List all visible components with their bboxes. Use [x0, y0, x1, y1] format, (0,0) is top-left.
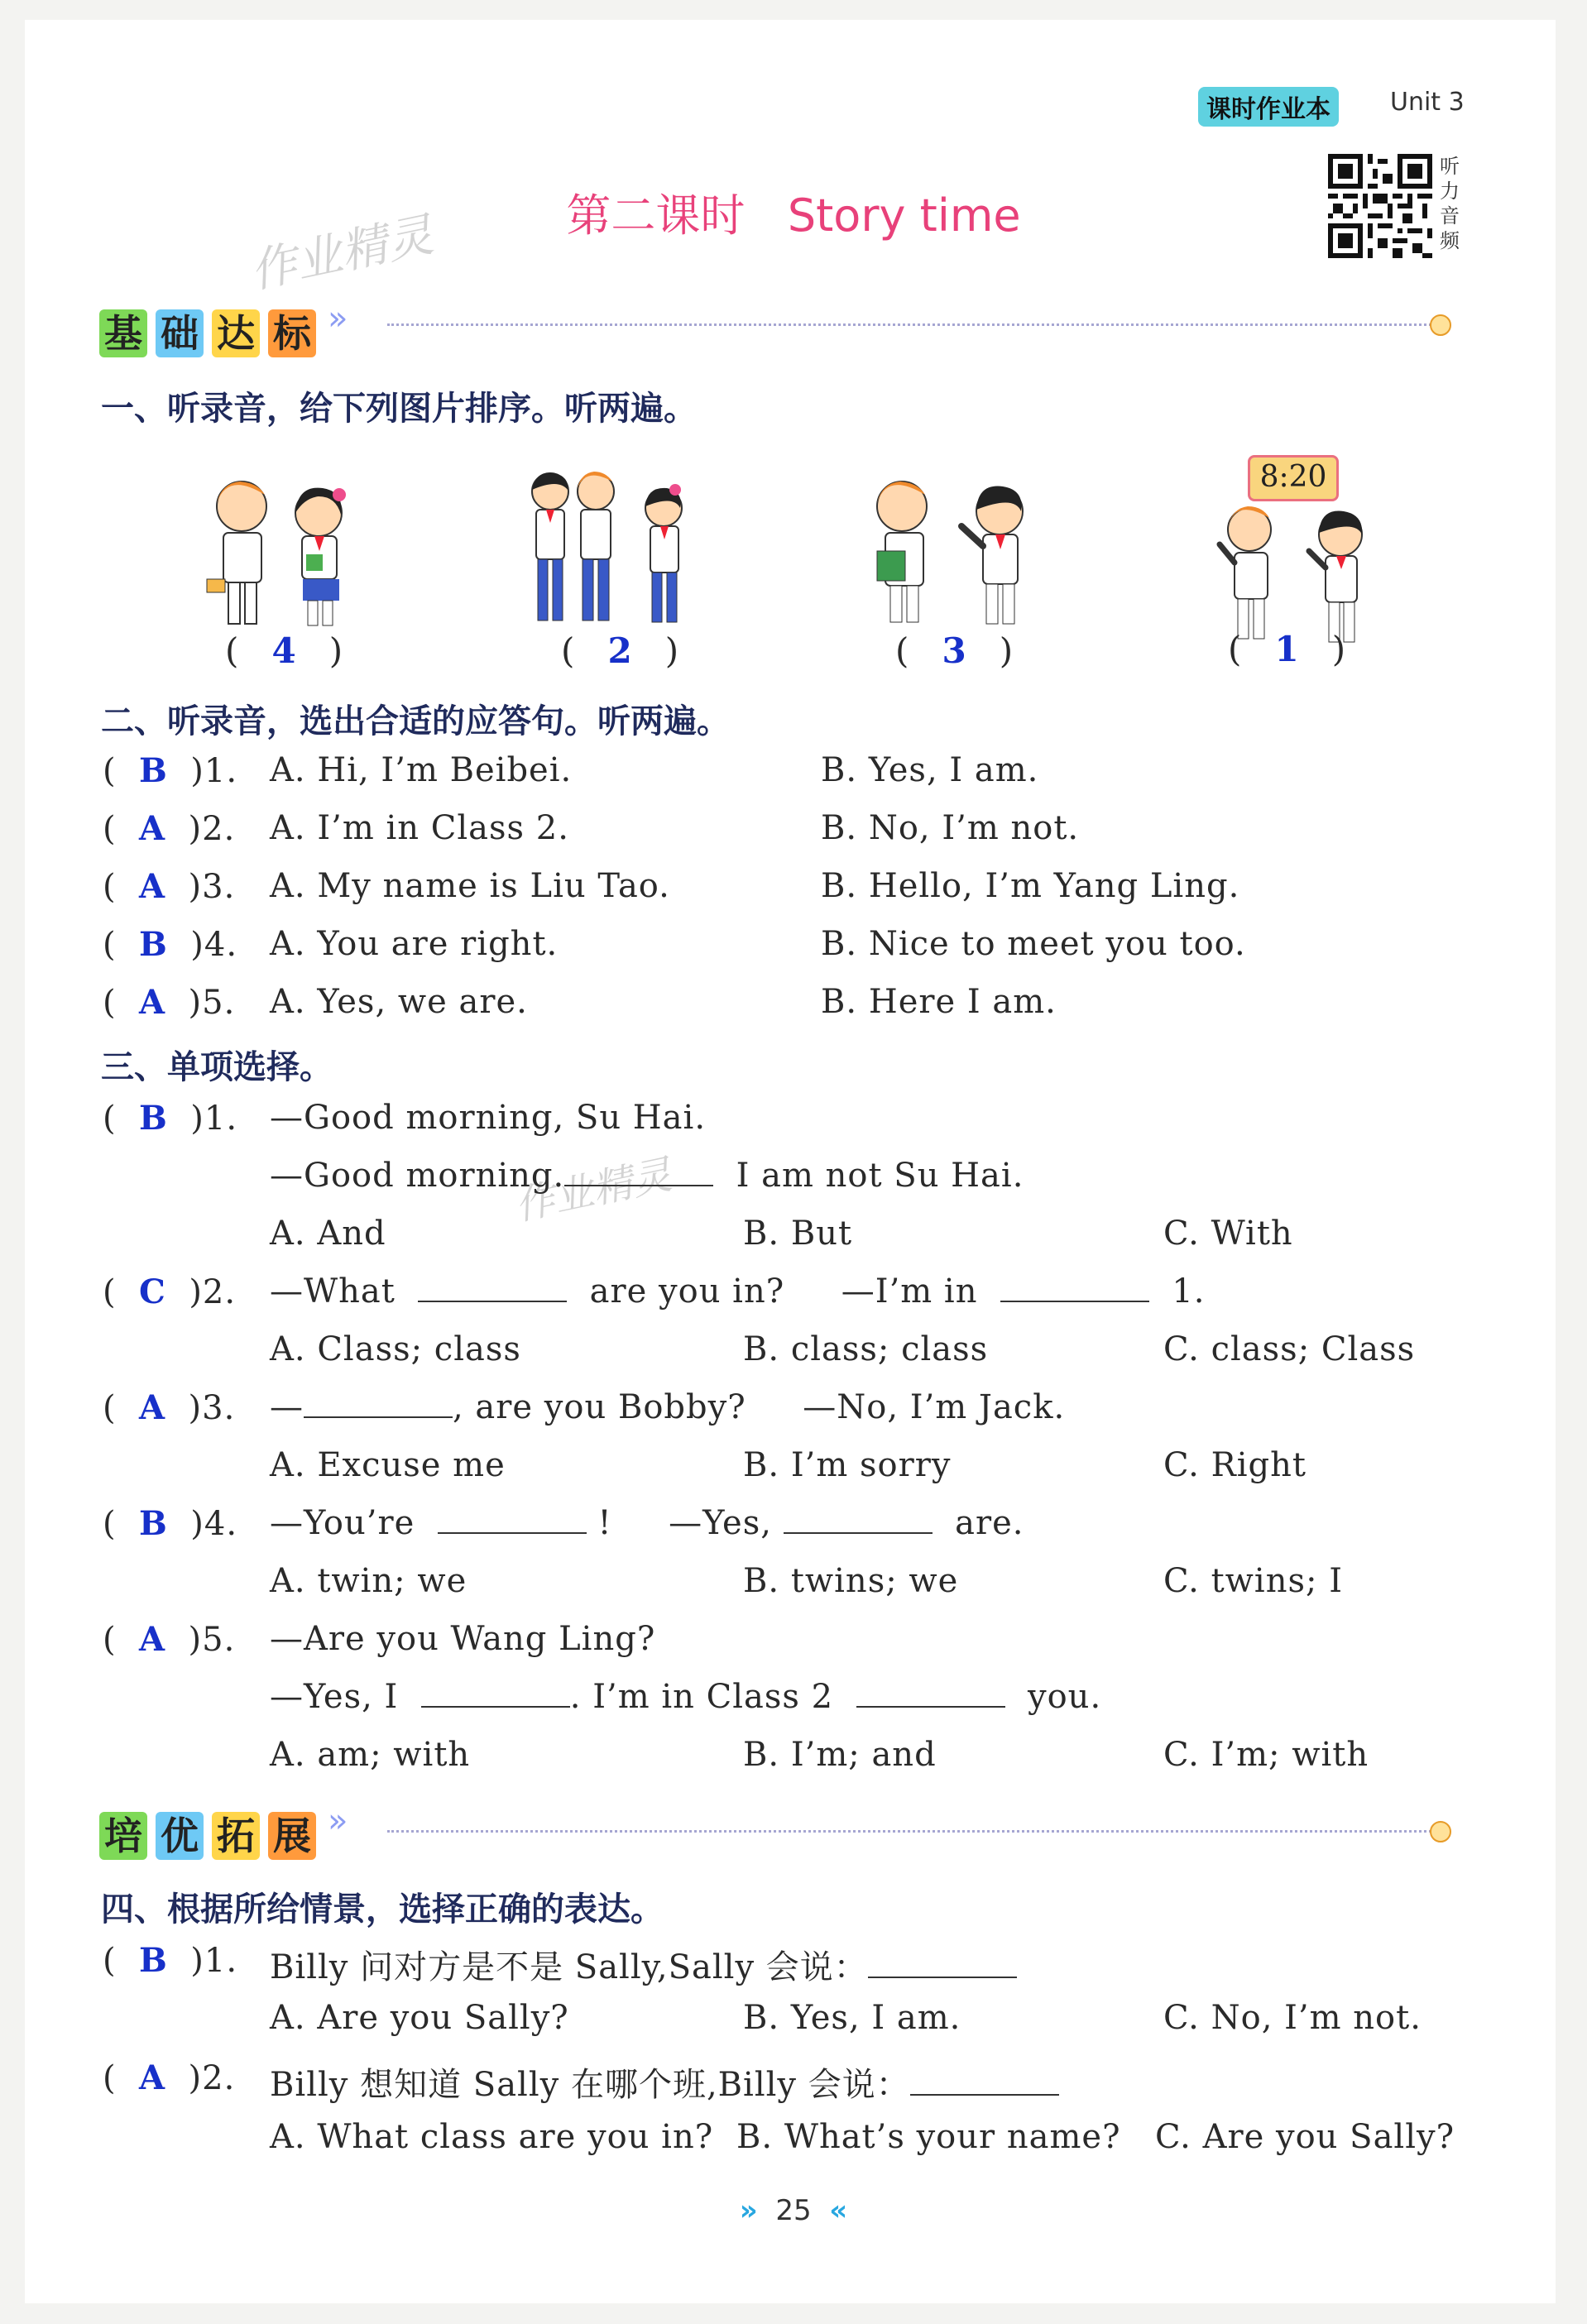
- banner-char: 培: [99, 1812, 147, 1860]
- answer-blank[interactable]: [856, 1689, 1005, 1708]
- answer-blank[interactable]: [868, 1960, 1017, 1978]
- question-row: ( C )2.: [103, 1272, 237, 1311]
- option-b: B. No, I’m not.: [821, 809, 1080, 847]
- dialogue-text: . I’m in Class 2: [569, 1678, 834, 1716]
- dialogue-text: !: [597, 1504, 612, 1542]
- dialogue-text: 1.: [1172, 1272, 1206, 1311]
- picture-three-children: [513, 463, 712, 645]
- page-number-footer: [0, 2194, 1587, 2227]
- question-number: )1.: [190, 752, 238, 790]
- answer-mark: B: [139, 1099, 168, 1138]
- question-number: )4.: [190, 1505, 238, 1543]
- option-a: A. Are you Sally?: [270, 1999, 569, 2037]
- divider-end-icon: [1430, 1821, 1451, 1842]
- question-row: ( B )1.: [103, 1941, 238, 1980]
- answer-mark: B: [139, 1504, 168, 1543]
- section-banner-basic: [99, 299, 348, 361]
- option-b: B. Yes, I am.: [743, 1999, 961, 2037]
- option-c: C. Right: [1163, 1446, 1307, 1484]
- header-badge: 课时作业本: [1198, 87, 1339, 127]
- divider-end-icon: [1430, 314, 1451, 336]
- question-number: )2.: [188, 810, 236, 848]
- part1-heading: 一、听录音，给下列图片排序。听两遍。: [101, 390, 697, 428]
- watermark: 作业精灵: [511, 1151, 676, 1230]
- answer-blank[interactable]: [1000, 1284, 1149, 1302]
- watermark: 作业精灵: [245, 208, 439, 299]
- qr-label-char: 频: [1440, 229, 1460, 252]
- qr-code-icon[interactable]: [1328, 154, 1432, 258]
- option-c: C. No, I’m not.: [1163, 1999, 1422, 2037]
- dialogue-line: [270, 1157, 1024, 1195]
- situation-text: [270, 2058, 1059, 2106]
- answer-blank[interactable]: [304, 1400, 453, 1418]
- question-row: ( B )1.: [103, 751, 238, 790]
- option-b: B. class; class: [743, 1330, 989, 1368]
- option-a: A. You are right.: [270, 925, 559, 963]
- option-c: C. I’m; with: [1163, 1736, 1369, 1774]
- option-b: B. Here I am.: [821, 983, 1057, 1021]
- option-c: C. With: [1163, 1215, 1293, 1253]
- part3-heading: 三、单项选择。: [101, 1048, 333, 1086]
- option-a: A. Hi, I’m Beibei.: [270, 751, 573, 789]
- dialogue-text: —Yes, I: [270, 1678, 399, 1716]
- option-a: A. And: [270, 1215, 386, 1253]
- question-number: )3.: [188, 868, 236, 906]
- answer-mark: 3: [942, 630, 966, 671]
- option-b: B. Hello, I’m Yang Ling.: [821, 867, 1240, 905]
- banner-char: 展: [268, 1812, 316, 1860]
- answer-blank[interactable]: [438, 1516, 587, 1534]
- question-row: ( A )2.: [103, 2058, 236, 2097]
- picture-answer: ( 2 ): [561, 630, 679, 671]
- picture-boy-books-girl-wave: [852, 472, 1051, 654]
- answer-mark: 4: [271, 630, 296, 671]
- dialogue-text: you.: [1028, 1678, 1102, 1716]
- question-number: )3.: [188, 1389, 236, 1427]
- question-row: ( A )3.: [103, 867, 236, 906]
- option-c: C. Are you Sally?: [1155, 2118, 1455, 2156]
- option-a: A. twin; we: [270, 1562, 467, 1600]
- situation-prompt: Billy 问对方是不是 Sally,Sally 会说：: [270, 1948, 868, 1986]
- dialogue-text: —: [270, 1388, 304, 1426]
- question-row: ( B )4.: [103, 1504, 238, 1543]
- answer-mark: B: [139, 925, 168, 964]
- question-number: )4.: [190, 926, 238, 964]
- dialogue-text: —What: [270, 1272, 396, 1311]
- section-divider: [387, 1830, 1431, 1833]
- picture-answer: ( 3 ): [895, 630, 1014, 671]
- question-number: )1.: [190, 1100, 238, 1138]
- dialogue-line: [270, 1504, 1024, 1542]
- section-banner-advanced: [99, 1802, 348, 1863]
- dialogue-text: —Yes,: [669, 1504, 772, 1542]
- answer-mark: B: [139, 1941, 168, 1980]
- dialogue-line: [270, 1388, 1065, 1426]
- answer-blank[interactable]: [564, 1168, 713, 1186]
- banner-char: 础: [156, 309, 204, 357]
- chevron-right-icon: »: [328, 1802, 348, 1840]
- option-b: B. What’s your name?: [736, 2118, 1121, 2156]
- part2-heading: 二、听录音，选出合适的应答句。听两遍。: [101, 702, 730, 740]
- banner-char: 标: [268, 309, 316, 357]
- option-a: A. am; with: [270, 1736, 471, 1774]
- option-b: B. Yes, I am.: [821, 751, 1039, 789]
- answer-mark: A: [139, 1388, 166, 1427]
- dialogue-text: are you in?: [589, 1272, 785, 1311]
- chevron-right-icon: »: [739, 2194, 758, 2227]
- part4-heading: 四、根据所给情景，选择正确的表达。: [101, 1890, 664, 1929]
- answer-blank[interactable]: [421, 1689, 570, 1708]
- clock-label: 8:20: [1248, 455, 1339, 501]
- question-number: )2.: [188, 2059, 236, 2097]
- question-row: ( A )2.: [103, 809, 236, 848]
- option-a: A. I’m in Class 2.: [270, 809, 569, 847]
- qr-label-char: 力: [1440, 180, 1460, 203]
- page-title: 第二课时 Story time: [566, 189, 1021, 242]
- option-b: B. But: [743, 1215, 853, 1253]
- answer-mark: A: [139, 809, 166, 848]
- question-number: )1.: [190, 1942, 238, 1980]
- option-c: C. class; Class: [1163, 1330, 1416, 1368]
- option-b: B. I’m; and: [743, 1736, 937, 1774]
- answer-blank[interactable]: [784, 1516, 933, 1534]
- picture-answer: ( 1 ): [1228, 629, 1346, 669]
- question-row: ( B )4.: [103, 925, 238, 964]
- question-number: )2.: [189, 1273, 237, 1311]
- banner-char: 拓: [212, 1812, 260, 1860]
- banner-char: 基: [99, 309, 147, 357]
- option-a: A. Yes, we are.: [270, 983, 528, 1021]
- dialogue-line: —Good morning, Su Hai.: [270, 1099, 707, 1137]
- option-b: B. twins; we: [743, 1562, 959, 1600]
- option-b: B. Nice to meet you too.: [821, 925, 1246, 963]
- answer-mark: B: [139, 751, 168, 790]
- option-a: A. Excuse me: [270, 1446, 506, 1484]
- picture-answer: ( 4 ): [225, 630, 343, 671]
- answer-mark: 2: [607, 630, 632, 671]
- situation-prompt: Billy 想知道 Sally 在哪个班,Billy 会说：: [270, 2066, 910, 2104]
- dialogue-line: [270, 1272, 1206, 1311]
- option-a: A. My name is Liu Tao.: [270, 867, 670, 905]
- question-number: )5.: [188, 1621, 236, 1659]
- qr-label-char: 音: [1440, 204, 1460, 228]
- option-c: C. twins; I: [1163, 1562, 1343, 1600]
- option-b: B. I’m sorry: [743, 1446, 952, 1484]
- chevron-right-icon: »: [328, 299, 348, 338]
- question-row: ( B )1.: [103, 1099, 238, 1138]
- banner-char: 达: [212, 309, 260, 357]
- dialogue-line: —Are you Wang Ling?: [270, 1620, 656, 1658]
- page-number: 25: [775, 2194, 812, 2227]
- question-number: )5.: [188, 984, 236, 1022]
- dialogue-text: —I’m in: [841, 1272, 978, 1311]
- answer-mark: 1: [1274, 629, 1299, 669]
- answer-mark: A: [139, 2058, 166, 2097]
- answer-blank[interactable]: [418, 1284, 567, 1302]
- question-row: ( A )5.: [103, 983, 236, 1022]
- answer-mark: A: [139, 983, 166, 1022]
- dialogue-line: [270, 1678, 1101, 1716]
- answer-blank[interactable]: [910, 2077, 1059, 2096]
- answer-mark: C: [139, 1272, 166, 1311]
- picture-boy-girl-books: [182, 472, 381, 654]
- qr-label: [1440, 154, 1461, 253]
- dialogue-text: —You’re: [270, 1504, 415, 1542]
- situation-text: [270, 1941, 1017, 1988]
- dialogue-text: —No, I’m Jack.: [803, 1388, 1066, 1426]
- question-row: ( A )3.: [103, 1388, 236, 1427]
- answer-mark: A: [139, 867, 166, 906]
- option-a: A. Class; class: [270, 1330, 521, 1368]
- section-divider: [387, 323, 1431, 326]
- dialogue-text: —Good morning.: [270, 1157, 565, 1195]
- dialogue-text: are.: [955, 1504, 1024, 1542]
- answer-mark: A: [139, 1620, 166, 1659]
- banner-char: 优: [156, 1812, 204, 1860]
- question-row: ( A )5.: [103, 1620, 236, 1659]
- qr-label-char: 听: [1440, 155, 1460, 178]
- dialogue-text: I am not Su Hai.: [736, 1157, 1024, 1195]
- chevron-left-icon: «: [829, 2194, 848, 2227]
- option-a: A. What class are you in?: [270, 2118, 714, 2156]
- dialogue-text: , are you Bobby?: [453, 1388, 746, 1426]
- header-unit: Unit 3: [1390, 88, 1465, 117]
